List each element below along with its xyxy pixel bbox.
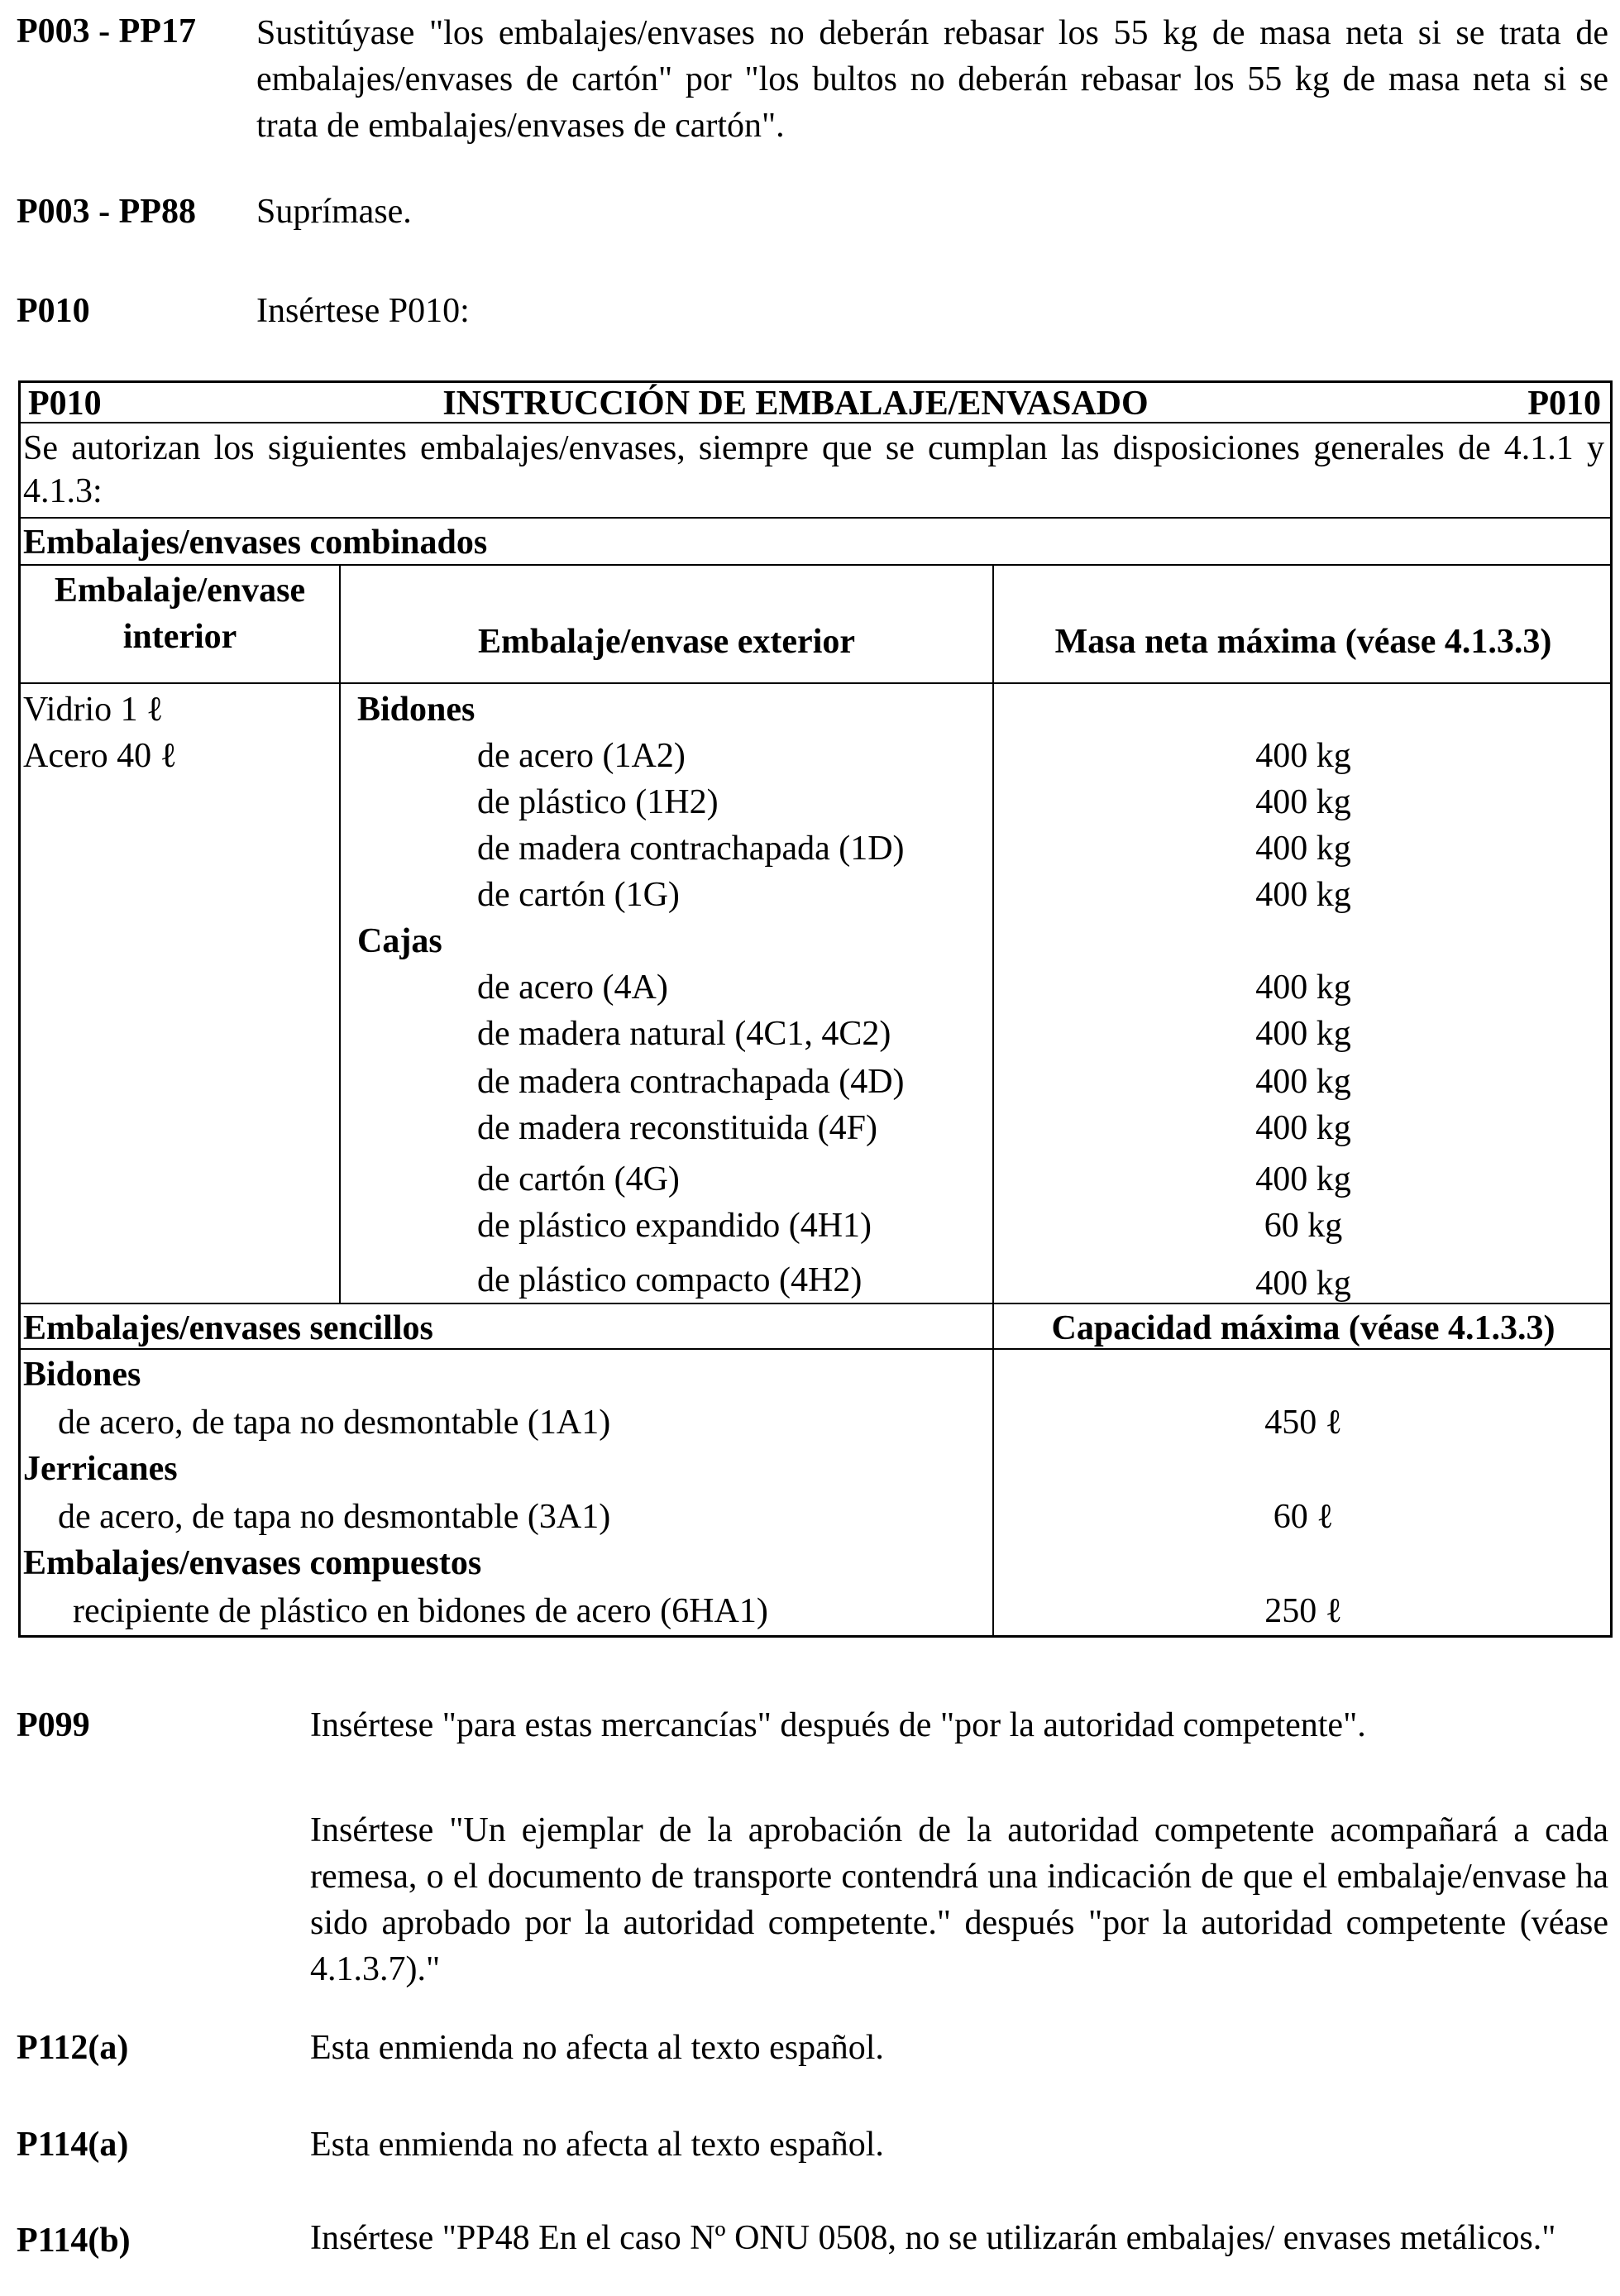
single-item-value: 60 ℓ — [1273, 1498, 1334, 1536]
single-item: de acero, de tapa no desmontable (1A1) — [58, 1404, 611, 1442]
table-intro: Se autorizan los siguientes embalajes/envases, siempre que se cumplan las disposiciones generales de 4.1.1 y 4.1.3: — [23, 429, 1604, 510]
entry-text: Insértese P010: — [256, 292, 470, 330]
outer-item-value: 400 kg — [1255, 1160, 1351, 1198]
entry-text: Suprímase. — [256, 193, 412, 231]
outer-group-heading: Bidones — [357, 691, 475, 729]
inner-item: Acero 40 ℓ — [23, 737, 177, 775]
entry-label: P099 — [17, 1706, 90, 1744]
outer-item: de madera natural (4C1, 4C2) — [477, 1015, 891, 1053]
single-heading: Embalajes/envases compuestos — [23, 1544, 482, 1582]
inner-item: Vidrio 1 ℓ — [23, 691, 164, 729]
outer-item: de cartón (1G) — [477, 876, 680, 914]
col-head-outer: Embalaje/envase exterior — [477, 623, 856, 661]
outer-item-value: 400 kg — [1255, 969, 1351, 1007]
table-header-left: P010 — [28, 385, 102, 423]
entry-label: P114(a) — [17, 2126, 129, 2164]
outer-item-value: 400 kg — [1255, 737, 1351, 775]
outer-item: de plástico compacto (4H2) — [477, 1261, 863, 1299]
entry-label: P003 - PP88 — [17, 193, 196, 231]
outer-item: de madera contrachapada (1D) — [477, 830, 905, 868]
single-heading: Bidones — [23, 1356, 141, 1394]
single-title: Embalajes/envases sencillos — [23, 1309, 433, 1347]
outer-item-value: 400 kg — [1255, 1063, 1351, 1101]
outer-item-value: 400 kg — [1255, 830, 1351, 868]
col-head-mass: Masa neta máxima (véase 4.1.3.3) — [1054, 623, 1552, 661]
combined-title: Embalajes/envases combinados — [23, 524, 488, 562]
single-heading: Jerricanes — [23, 1450, 178, 1488]
entry-text: Sustitúyase "los embalajes/envases no deberán rebasar los 55 kg de masa neta si se trata de embalajes/envases de cartón" por "los bultos no deberán rebasar los 55 kg de masa neta si se trata de embalajes/envases de cartón". — [256, 14, 1608, 145]
outer-group-heading: Cajas — [357, 922, 442, 960]
table-header-title: INSTRUCCIÓN DE EMBALAJE/ENVASADO — [442, 385, 1149, 423]
single-item-value: 250 ℓ — [1264, 1592, 1342, 1630]
entry-text: Esta enmienda no afecta al texto español. — [310, 2126, 884, 2164]
rule-after-intro — [18, 517, 1613, 519]
entry-text: Insértese "para estas mercancías" después de "por la autoridad competente". — [310, 1706, 1366, 1744]
entry-text: Esta enmienda no afecta al texto español. — [310, 2029, 884, 2067]
entry-text: Insértese "Un ejemplar de la aprobación de la autoridad competente acompañará a cada remesa, o el documento de transporte contendrá una indicación de que el embalaje/envase ha sido aprobado por la autoridad competente." después "por la autoridad competente (véase 4.1.3.7)." — [310, 1811, 1608, 1988]
rule-col1 — [339, 564, 341, 1304]
outer-item: de cartón (4G) — [477, 1160, 680, 1198]
single-item-value: 450 ℓ — [1264, 1404, 1342, 1442]
packing-instruction-table — [18, 380, 1613, 1638]
outer-item-value: 60 kg — [1264, 1207, 1343, 1245]
outer-item: de plástico expandido (4H1) — [477, 1207, 872, 1245]
outer-item: de madera contrachapada (4D) — [477, 1063, 905, 1101]
entry-label: P112(a) — [17, 2029, 129, 2067]
table-header-right: P010 — [1527, 385, 1601, 423]
capacity-title: Capacidad máxima (véase 4.1.3.3) — [1051, 1309, 1555, 1347]
single-item: recipiente de plástico en bidones de acero (6HA1) — [73, 1592, 768, 1630]
single-item: de acero, de tapa no desmontable (3A1) — [58, 1498, 611, 1536]
entry-label: P010 — [17, 292, 90, 330]
outer-item: de acero (1A2) — [477, 737, 686, 775]
entry-label: P003 - PP17 — [17, 12, 196, 50]
col-head-inner: Embalaje/envase interior — [54, 572, 306, 656]
outer-item: de madera reconstituida (4F) — [477, 1109, 877, 1147]
outer-item-value: 400 kg — [1255, 1109, 1351, 1147]
outer-item: de plástico (1H2) — [477, 783, 719, 821]
table-border-bottom — [18, 1635, 1613, 1638]
entry-label: P114(b) — [17, 2222, 131, 2260]
rule-after-colheads — [18, 682, 1613, 684]
outer-item-value: 400 kg — [1255, 1265, 1351, 1303]
outer-item-value: 400 kg — [1255, 783, 1351, 821]
outer-item-value: 400 kg — [1255, 1015, 1351, 1053]
outer-item-value: 400 kg — [1255, 876, 1351, 914]
outer-item: de acero (4A) — [477, 969, 668, 1007]
entry-text: Insértese "PP48 En el caso Nº ONU 0508, no se utilizarán embalajes/ envases metálicos." — [310, 2219, 1556, 2257]
